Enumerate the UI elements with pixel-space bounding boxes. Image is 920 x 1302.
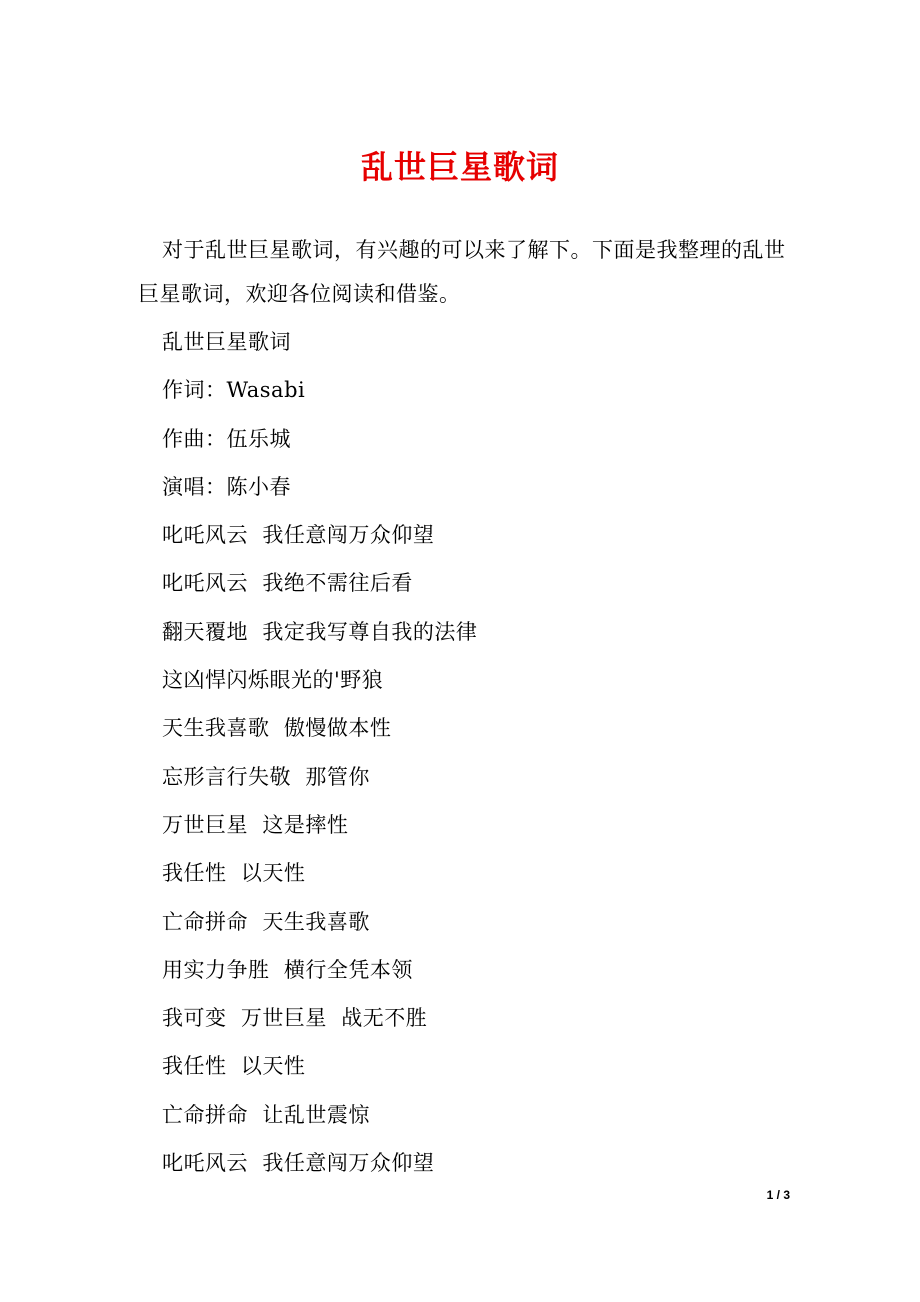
lyric-line: 我任性 以天性 [162, 1054, 306, 1079]
lyric-line: 我可变 万世巨星 战无不胜 [162, 1006, 428, 1031]
lyric-line: 翻天覆地 我定我写尊自我的法律 [162, 619, 478, 644]
lyric-line: 亡命拼命 让乱世震惊 [162, 1102, 370, 1127]
lyric-line: 演唱：陈小春 [162, 474, 291, 499]
page-number: 1 / 3 [766, 1188, 790, 1202]
lyric-line: 乱世巨星歌词 [162, 330, 291, 354]
lyric-line: 作曲：伍乐城 [162, 426, 291, 451]
document-title: 乱世巨星歌词 [360, 148, 559, 186]
intro-paragraph: 对于乱世巨星歌词，有兴趣的可以来了解下。下面是我整理的乱世巨星歌词，欢迎各位阅读和借鉴。 [138, 238, 786, 306]
lyric-line: 叱吒风云 我任意闯万众仰望 [162, 523, 435, 548]
lyric-line: 天生我喜歌 傲慢做本性 [162, 716, 392, 741]
lyric-line: 我任性 以天性 [162, 861, 306, 886]
lyric-line: 忘形言行失敬 那管你 [162, 764, 370, 789]
lyric-line: 叱吒风云 我任意闯万众仰望 [162, 1151, 435, 1176]
lyric-line: 万世巨星 这是摔性 [162, 812, 349, 837]
lyric-line: 这凶悍闪烁眼光的'野狼 [162, 668, 384, 693]
lyric-line: 作词：Wasabi [162, 378, 306, 403]
lyric-line: 叱吒风云 我绝不需往后看 [162, 571, 413, 596]
lyric-line: 用实力争胜 横行全凭本领 [162, 957, 413, 982]
lyric-line: 亡命拼命 天生我喜歌 [162, 909, 370, 934]
lyrics-list [162, 320, 782, 1189]
